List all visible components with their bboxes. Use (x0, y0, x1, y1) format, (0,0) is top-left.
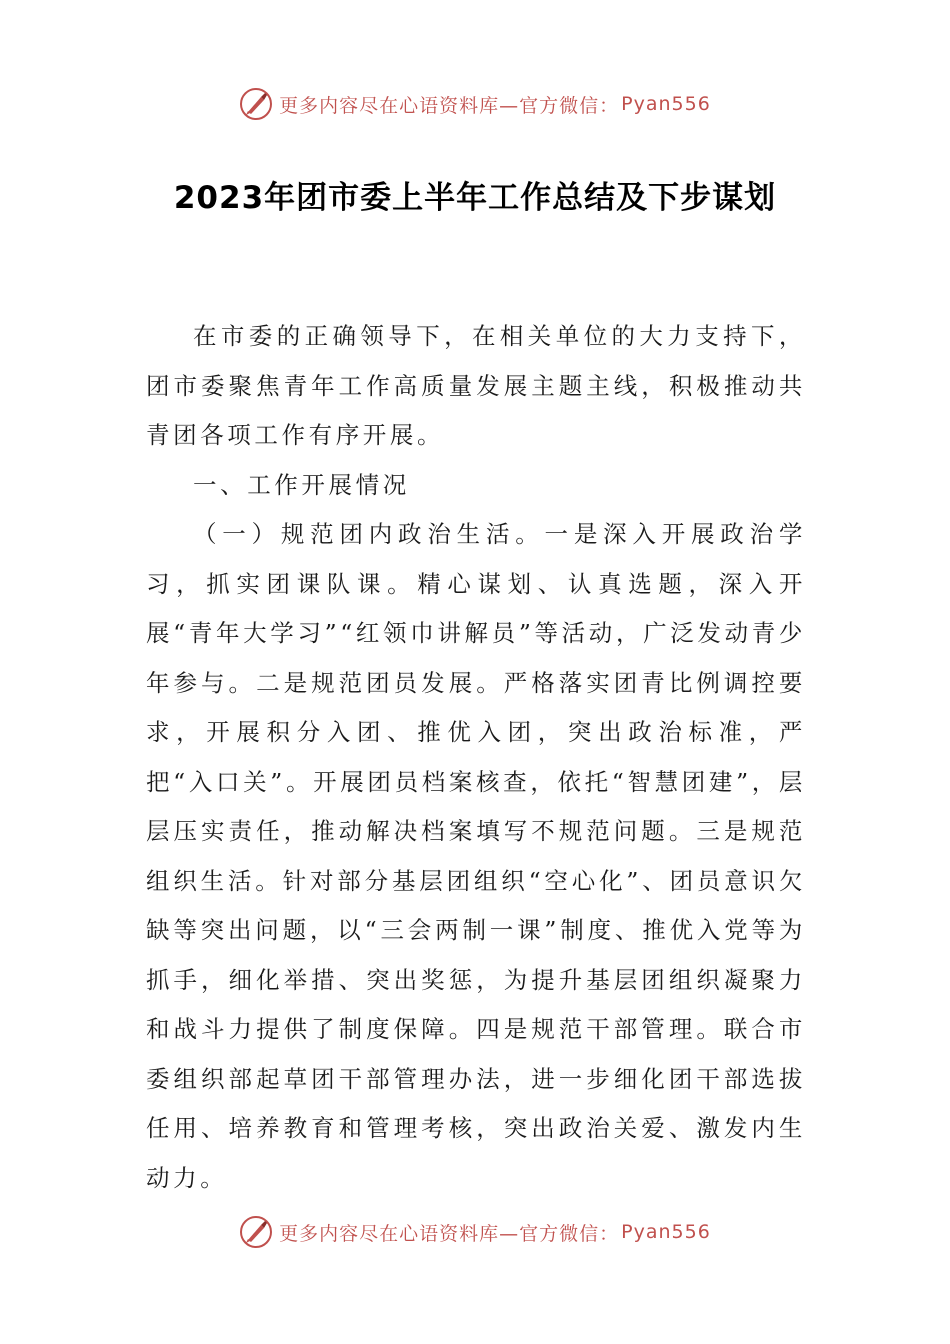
intro-paragraph: 在市委的正确领导下，在相关单位的大力支持下，团市委聚焦青年工作高质量发展主题主线，积极推动共青团各项工作有序开展。 (146, 322, 806, 449)
header-banner-text: 更多内容尽在心语资料库—官方微信： (279, 94, 620, 117)
footer-banner-account: Pyan556 (621, 1221, 711, 1243)
header-banner (0, 84, 950, 124)
header-banner-account: Pyan556 (621, 93, 711, 115)
pen-logo-icon (239, 87, 273, 121)
section-item-paragraph: （一）规范团内政治生活。一是深入开展政治学习，抓实团课队课。精心谋划、认真选题，深入开展“青年大学习”“红领巾讲解员”等活动，广泛发动青少年参与。二是规范团员发展。严格落实团青比例调控要求，开展积分入团、推优入团，突出政治标准，严把“入口关”。开展团员档案核查，依托“智慧团建”，层层压实责任，推动解决档案填写不规范问题。三是规范组织生活。针对部分基层团组织“空心化”、团员意识欠缺等突出问题，以“三会两制一课”制度、推优入党等为抓手，细化举措、突出奖惩，为提升基层团组织凝聚力和战斗力提供了制度保障。四是规范干部管理。联合市委组织部起草团干部管理办法，进一步细化团干部选拔任用、培养教育和管理考核，突出政治关爱、激发内生动力。 (146, 520, 806, 1192)
footer-banner (0, 1212, 950, 1252)
pen-logo-icon (239, 1215, 273, 1249)
document-title: 2023年团市委上半年工作总结及下步谋划 (173, 180, 777, 216)
document-body (146, 312, 806, 1203)
section-heading: 一、工作开展情况 (193, 470, 410, 499)
footer-banner-text: 更多内容尽在心语资料库—官方微信： (279, 1222, 620, 1245)
